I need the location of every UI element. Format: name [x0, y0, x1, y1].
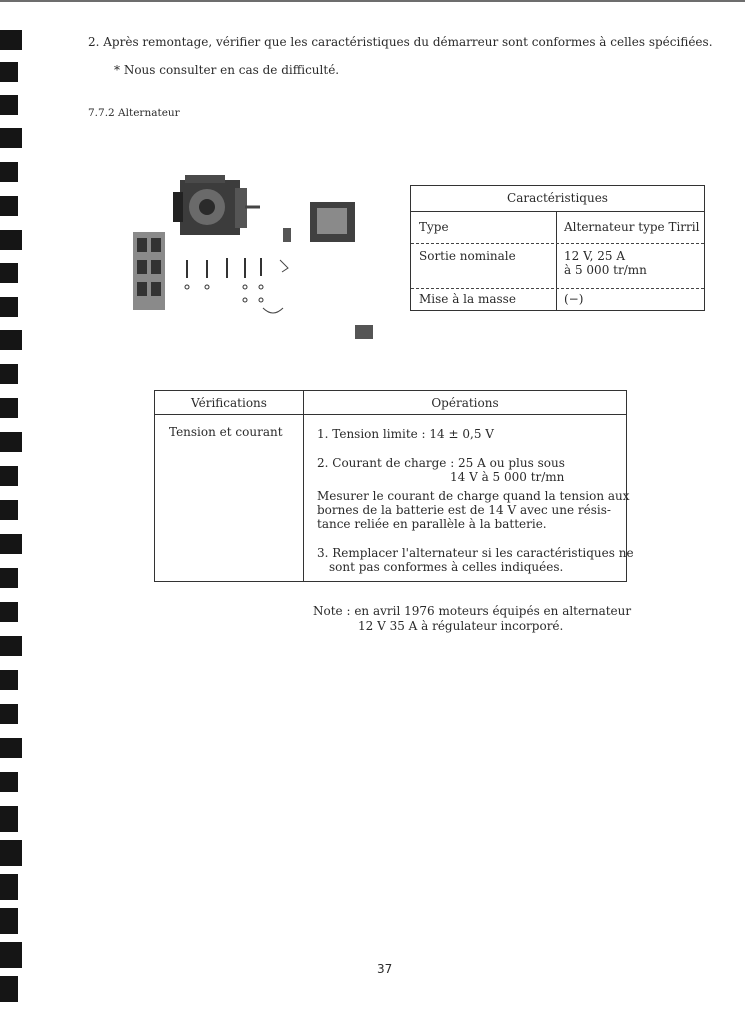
binding-hole	[0, 840, 22, 866]
binding-hole	[0, 128, 22, 148]
binding-hole	[0, 908, 18, 934]
binding-hole	[0, 738, 22, 758]
operation-line: tance reliée en parallèle à la batterie.	[317, 517, 547, 531]
section-heading: 7.7.2 Alternateur	[88, 107, 180, 119]
binding-hole	[0, 772, 18, 792]
binding-hole	[0, 230, 22, 250]
specifications-header: Caractéristiques	[411, 186, 704, 212]
binding-hole	[0, 568, 18, 588]
checks-column-divider	[303, 391, 304, 582]
top-edge-rule	[0, 0, 745, 2]
binding-hole	[0, 30, 22, 50]
alternator-exploded-view-icon	[85, 150, 385, 350]
binding-hole	[0, 432, 22, 452]
operation-line: bornes de la batterie est de 14 V avec une résis-	[317, 503, 611, 517]
binding-hole	[0, 670, 18, 690]
operation-line: sont pas conformes à celles indiquées.	[329, 560, 564, 574]
row-divider	[411, 288, 704, 289]
binding-hole	[0, 874, 18, 900]
footnote-line2: 12 V 35 A à régulateur incorporé.	[358, 619, 564, 633]
binding-hole	[0, 466, 18, 486]
specifications-table	[410, 185, 705, 311]
checks-column-header: Vérifications	[191, 396, 267, 410]
binding-holes	[0, 0, 24, 1024]
operation-line: 14 V à 5 000 tr/mn	[450, 470, 565, 484]
binding-hole	[0, 297, 18, 317]
row-divider	[411, 243, 704, 244]
specifications-column-divider	[556, 211, 557, 311]
operation-line: 3. Remplacer l'alternateur si les caractéristiques ne	[317, 546, 634, 560]
binding-hole	[0, 62, 18, 82]
operations-column-header: Opérations	[431, 396, 499, 410]
binding-hole	[0, 976, 18, 1002]
operation-line: 1. Tension limite : 14 ± 0,5 V	[317, 427, 494, 441]
binding-hole	[0, 95, 18, 115]
spec-type-value: Alternateur type Tirril	[564, 220, 700, 234]
binding-hole	[0, 364, 18, 384]
check-voltage-current: Tension et courant	[169, 425, 283, 439]
contact-note: * Nous consulter en cas de difficulté.	[114, 63, 340, 77]
binding-hole	[0, 704, 18, 724]
binding-hole	[0, 806, 18, 832]
binding-hole	[0, 196, 18, 216]
binding-hole	[0, 330, 22, 350]
spec-output-value-line2: à 5 000 tr/mn	[564, 263, 647, 277]
spec-type-label: Type	[419, 220, 449, 234]
footnote-line1: Note : en avril 1976 moteurs équipés en alternateur	[313, 604, 632, 618]
binding-hole	[0, 500, 18, 520]
binding-hole	[0, 636, 22, 656]
step-2-text: 2. Après remontage, vérifier que les caractéristiques du démarreur sont conformes à celles spécifiées.	[88, 35, 713, 49]
operation-line: 2. Courant de charge : 25 A ou plus sous	[317, 456, 565, 470]
checks-table	[154, 390, 634, 582]
binding-hole	[0, 534, 22, 554]
page-number: 37	[377, 962, 393, 976]
binding-hole	[0, 263, 18, 283]
binding-hole	[0, 602, 18, 622]
operation-line: Mesurer le courant de charge quand la tension aux	[317, 489, 630, 503]
binding-hole	[0, 942, 22, 968]
spec-ground-label: Mise à la masse	[419, 292, 516, 306]
checks-header-divider	[155, 414, 626, 415]
binding-hole	[0, 162, 18, 182]
spec-ground-value: (−)	[564, 292, 584, 306]
binding-hole	[0, 398, 18, 418]
spec-output-label: Sortie nominale	[419, 249, 516, 263]
spec-output-value-line1: 12 V, 25 A	[564, 249, 626, 263]
